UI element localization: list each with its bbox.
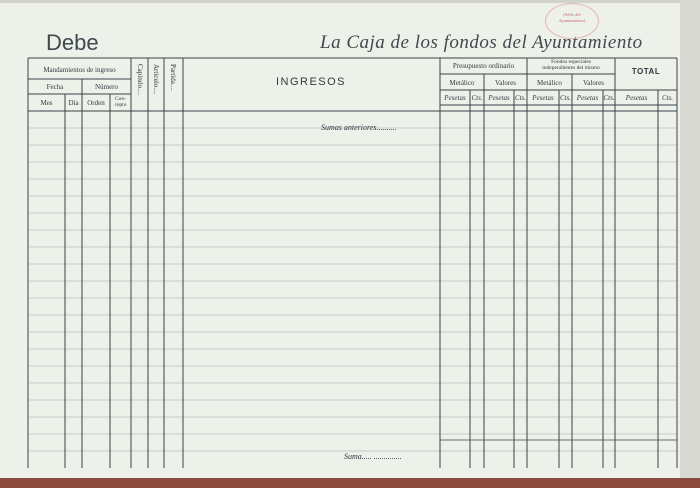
concepto-header-1: Con-	[115, 96, 126, 102]
valores-header-2: Valores	[583, 79, 604, 87]
sumas-anteriores-label: Sumas anteriores..........	[321, 123, 397, 132]
orden-header: Orden	[87, 99, 105, 107]
pesetas-header-2: Pesetas	[488, 94, 510, 102]
dia-header: Día	[68, 99, 79, 107]
caja-title: La Caja de los fondos del Ayuntamiento	[320, 32, 643, 53]
mes-header: Mes	[40, 99, 53, 107]
fondos-header-2: independientes del mismo	[542, 65, 600, 71]
total-header: TOTAL	[631, 67, 661, 76]
seal-line-1: (Sello del	[563, 12, 581, 17]
mandamientos-header: Mandamientos de ingreso	[43, 66, 116, 74]
valores-header-1: Valores	[495, 79, 516, 87]
fecha-header: Fecha	[46, 83, 64, 91]
cts-header-5: Cts.	[661, 94, 674, 102]
numero-header: Número	[95, 83, 118, 91]
pesetas-header-4: Pesetas	[576, 94, 599, 102]
cts-header-1: Cts.	[471, 94, 483, 102]
debe-title: Debe	[46, 30, 99, 55]
metalico-header-2: Metálico	[537, 79, 562, 87]
metalico-header-1: Metálico	[449, 79, 475, 87]
presupuesto-header: Presupuesto ordinario	[452, 62, 515, 70]
capitulo-header: Capítulo....	[136, 64, 144, 96]
articulo-header: Artículo....	[152, 64, 160, 95]
cts-header-3: Cts.	[559, 94, 572, 102]
fondos-header-1: Fondos especiales	[551, 59, 591, 65]
pesetas-header-1: Pesetas	[444, 94, 466, 102]
suma-label: Suma..... ..............	[344, 452, 402, 461]
bottom-edge	[0, 478, 700, 488]
ingresos-header: INGRESOS	[275, 76, 347, 88]
cts-header-4: Cts.	[603, 94, 615, 102]
seal-line-2: Ayuntamiento)	[558, 18, 586, 23]
page-edge	[680, 0, 700, 488]
cts-header-2: Cts.	[514, 94, 527, 102]
partida-header: Partida....	[169, 64, 177, 91]
concepto-header-2: cepto	[114, 102, 127, 108]
pesetas-header-3: Pesetas	[532, 94, 554, 102]
pesetas-header-5: Pesetas	[625, 94, 648, 102]
